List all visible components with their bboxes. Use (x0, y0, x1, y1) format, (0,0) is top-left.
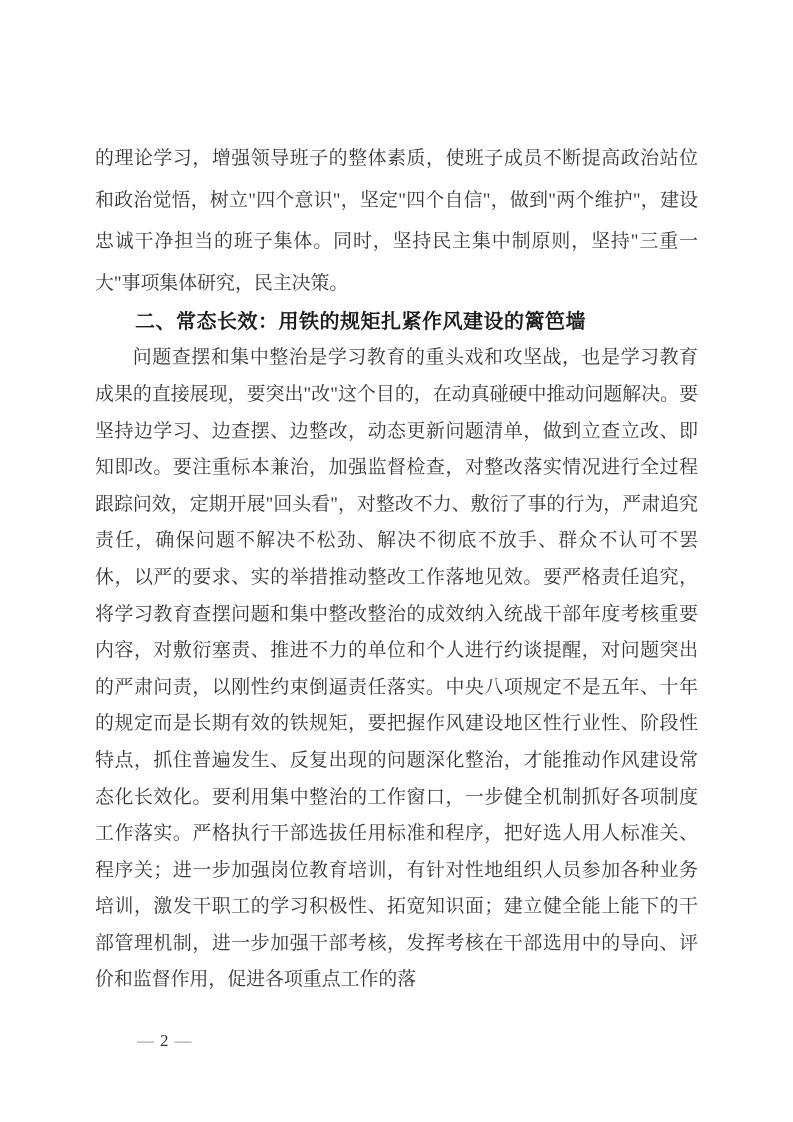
section-heading: 二、常态长效：用铁的规矩扎紧作风建设的篱笆墙 (135, 311, 586, 334)
paragraph-continuation: 的理论学习，增强领导班子的整体素质，使班子成员不断提高政治站位和政治觉悟，树立"四个意识"，坚定"四个自信"，做到"两个维护"，建设忠诚干净担当的班子集体。同时，坚持民主集中制原则，坚持"三重一大"事项集体研究，民主决策。 (95, 148, 698, 294)
page-content (95, 138, 698, 999)
page-number-right-dash: — (174, 1031, 192, 1050)
page-footer (131, 1031, 198, 1051)
page-number-left-dash: — (137, 1031, 154, 1050)
page-number: 2 (160, 1031, 169, 1050)
paragraph-body: 问题查摆和集中整治是学习教育的重头戏和攻坚战，也是学习教育成果的直接展现，要突出"改"这个目的，在动真碰硬中推动问题解决。要坚持边学习、边查摆、边整改，动态更新问题清单，做到立查立改、即知即改。要注重标本兼治，加强监督检查，对整改落实情况进行全过程跟踪问效，定期开展"回头看"，对整改不力、敷衍了事的行为，严肃追究责任，确保问题不解决不松劲、解决不彻底不放手、群众不认可不罢休，以严的要求、实的举措推动整改工作落地见效。要严格责任追究，将学习教育查摆问题和集中整改整治的成效纳入统战干部年度考核重要内容，对敷衍塞责、推进不力的单位和个人进行约谈提醒，对问题突出的严肃问责，以刚性约束倒逼责任落实。中央八项规定不是五年、十年的规定而是长期有效的铁规矩，要把握作风建设地区性行业性、阶段性特点，抓住普遍发生、反复出现的问题深化整治，才能推动作风建设常态化长效化。要利用集中整治的工作窗口，一步健全机制抓好各项制度工作落实。严格执行干部选拔任用标准和程序，把好选人用人标准关、程序关；进一步加强岗位教育培训，有针对性地组织人员参加各种业务培训，激发干职工的学习积极性、拓宽知识面；建立健全能上能下的干部管理机制，进一步加强干部考核，发挥考核在干部选用中的导向、评价和监督作用，促进各项重点工作的落 (95, 347, 698, 991)
